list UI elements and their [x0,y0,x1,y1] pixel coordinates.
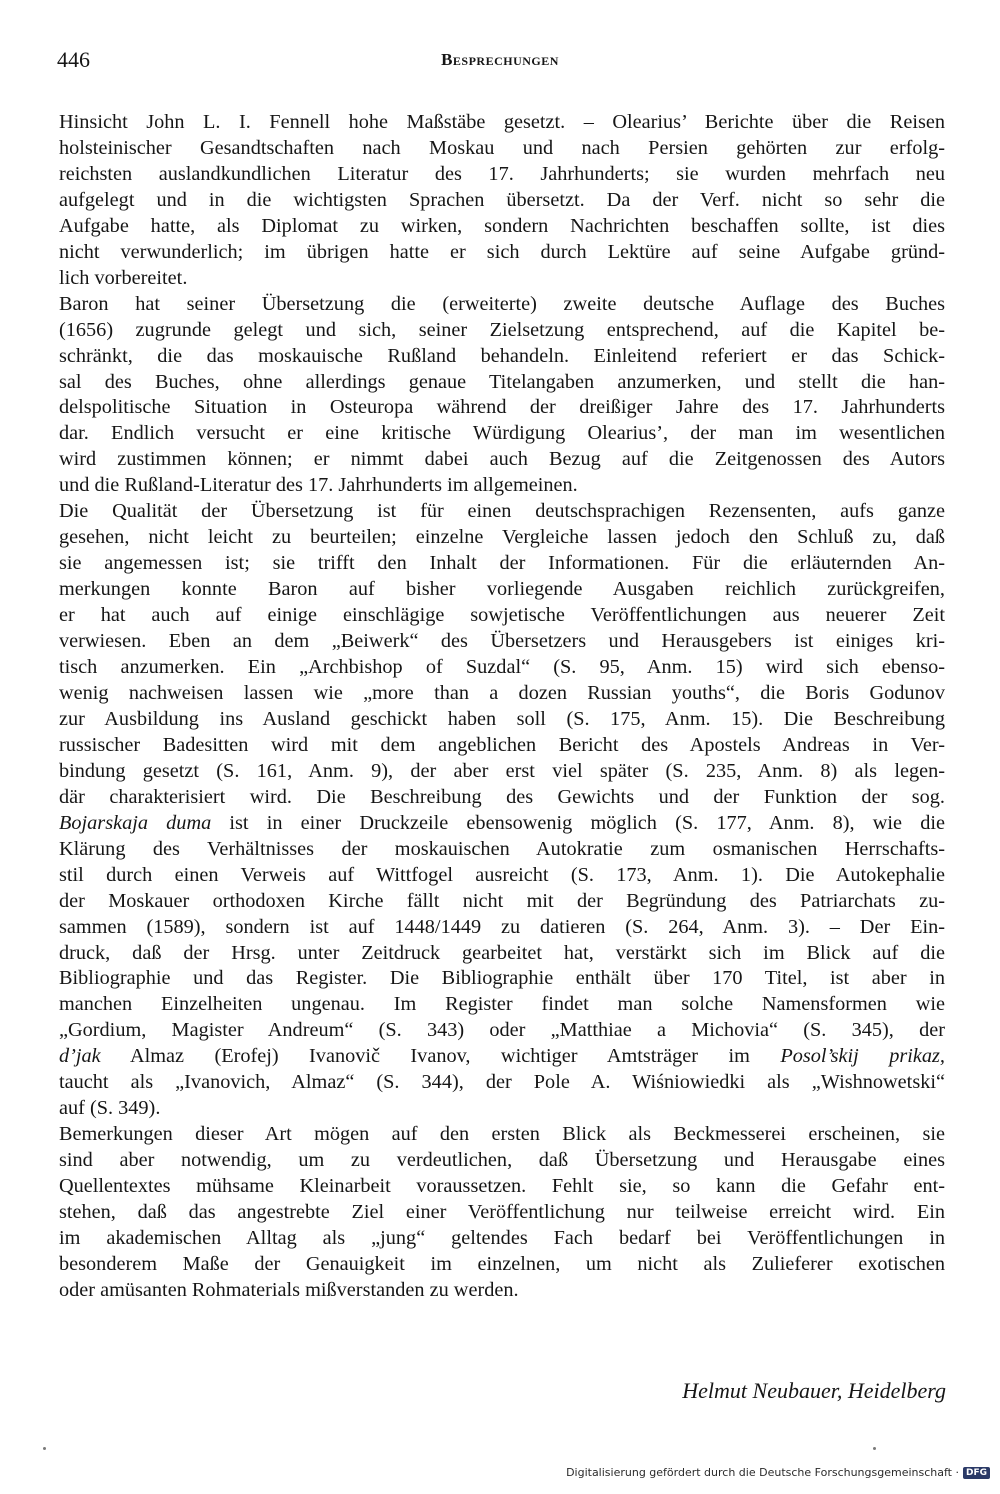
text-line [59,1044,945,1070]
text-line: delspolitische Situation in Osteuropa während der dreißiger Jahre des 17. Jahrhunderts [59,396,945,419]
text-line: (1656) zugrunde gelegt und sich, seiner Zielsetzung entsprechend, auf die Kapitel be- [59,318,945,341]
text-line: russischer Badesitten wird mit dem angeblichen Bericht des Apostels Andreas in Ver- [59,733,945,756]
text-line: aufgelegt und in die wichtigsten Sprachen übersetzt. Da der Verf. nicht so sehr die [59,188,945,211]
text-line: er hat auch auf einige einschlägige sowjetische Veröffentlichungen aus neuerer Zeit [59,604,945,627]
page-number: 446 [57,47,90,72]
text-line: Bibliographie und das Register. Die Bibliographie enthält über 170 Titel, ist aber in [59,967,945,990]
text-line: Aufgabe hatte, als Diplomat zu wirken, sondern Nachrichten beschaffen sollte, ist dies [59,214,945,237]
text-line [59,811,945,837]
text-line: Hinsicht John L. I. Fennell hohe Maßstäbe gesetzt. – Olearius’ Berichte über die Reisen [59,111,945,133]
text-line: där charakterisiert wird. Die Beschreibung des Gewichts und der Funktion der sog. [59,785,945,808]
text-fragment: ist in einer Druckzeile ebensowenig möglich (S. 177, Anm. 8), wie die [211,811,945,834]
footer-text: Digitalisierung gefördert durch die Deutsche Forschungsgemeinschaft · [566,1466,959,1479]
text-line: manchen Einzelheiten ungenau. Im Register findet man solche Namensformen wie [59,993,945,1016]
italic-term: Bojarskaja duma [59,811,212,834]
text-line: sal des Buches, ohne allerdings genaue Titelangaben anzumerken, und stellt die han- [59,370,945,393]
text-line: merkungen konnte Baron auf bisher vorliegende Ausgaben reichlich zurückgreifen, [59,578,945,601]
text-line: Klärung des Verhältnisses der moskauischen Autokratie zum osmanischen Herrschafts- [59,837,945,860]
text-line: druck, daß der Hrsg. unter Zeitdruck gearbeitet hat, verstärkt sich im Blick auf die [59,941,945,964]
text-line: taucht als „Ivanovich, Almaz“ (S. 344), der Pole A. Wiśniowiedki als „Wishnowetski“ [59,1071,945,1094]
text-line: wird zustimmen können; er nimmt dabei auch Bezug auf die Zeitgenossen des Autors [59,448,945,471]
text-line: Baron hat seiner Übersetzung die (erweiterte) zweite deutsche Auflage des Buches [59,292,945,315]
text-line: besonderem Maße der Genauigkeit im einzelnen, um nicht als Zulieferer exotischen [59,1252,945,1275]
text-line: sammen (1589), sondern ist auf 1448/1449 zu datieren (S. 264, Anm. 3). – Der Ein- [59,915,945,938]
review-text [59,110,945,1304]
running-head: Besprechungen [441,50,559,69]
italic-term: d’jak [59,1045,101,1068]
text-line: sind aber notwendig, um zu verdeutlichen, daß Übersetzung und Herausgabe eines [59,1149,945,1172]
scan-speck [873,1447,876,1450]
text-line: Bemerkungen dieser Art mögen auf den ersten Blick als Beckmesserei erscheinen, sie [59,1123,945,1146]
text-line: Die Qualität der Übersetzung ist für einen deutschsprachigen Rezensenten, aufs ganze [59,500,945,523]
text-line: dar. Endlich versucht er eine kritische Würdigung Olearius’, der man im wesentlichen [59,422,945,445]
text-line: stehen, daß das angestrebte Ziel einer Veröffentlichung nur teilweise erreicht wird. Ein [59,1201,945,1224]
text-line: zur Ausbildung ins Ausland geschickt haben soll (S. 175, Anm. 15). Die Beschreibung [59,707,945,730]
review-signature: Helmut Neubauer, Heidelberg [682,1378,946,1403]
text-line: stil durch einen Verweis auf Wittfogel ausreicht (S. 173, Anm. 1). Die Autokephalie [59,863,945,886]
text-line: verwiesen. Eben an dem „Beiwerk“ des Übersetzers und Herausgebers ist einiges kri- [59,630,945,653]
italic-term: Posol’skij prikaz, [780,1045,946,1068]
digitization-footer [566,1466,990,1480]
text-line: und die Rußland-Literatur des 17. Jahrhunderts im allgemeinen. [59,474,578,497]
text-fragment: Almaz (Erofej) Ivanovič Ivanov, wichtiger Amtsträger im [100,1045,781,1068]
dfg-logo-icon: DFG [963,1467,990,1479]
text-line: nicht verwunderlich; im übrigen hatte er sich durch Lektüre auf seine Aufgabe gründ- [59,240,945,263]
text-line: reichsten auslandkundlichen Literatur des 17. Jahrhunderts; sie wurden mehrfach neu [59,162,945,185]
text-line: gesehen, nicht leicht zu beurteilen; einzelne Vergleiche lassen jedoch den Schluß zu, daß [59,526,945,549]
text-line: lich vorbereitet. [59,266,188,289]
text-line: sie angemessen ist; sie trifft den Inhalt der Informationen. Für die erläuternden An- [59,552,945,575]
text-line: wenig nachweisen lassen wie „more than a dozen Russian youths“, die Boris Godunov [59,681,945,704]
text-line: bindung gesetzt (S. 161, Anm. 9), der aber erst viel später (S. 235, Anm. 8) als legen- [59,759,945,782]
text-line: im akademischen Alltag als „jung“ geltendes Fach bedarf bei Veröffentlichungen in [59,1226,945,1249]
scan-speck [43,1447,46,1450]
text-line: der Moskauer orthodoxen Kirche fällt nicht mit der Begründung des Patriarchats zu- [59,889,945,912]
text-line: holsteinischer Gesandtschaften nach Moskau und nach Persien gehörten zur erfolg- [59,136,945,159]
text-line: Quellentextes mühsame Kleinarbeit voraussetzen. Fehlt sie, so kann die Gefahr ent- [59,1175,945,1198]
text-line: schränkt, die das moskauische Rußland behandeln. Einleitend referiert er das Schick- [59,344,945,367]
text-line: oder amüsanten Rohmaterials mißverstanden zu werden. [59,1278,519,1301]
text-line: „Gordium, Magister Andreum“ (S. 343) oder „Matthiae a Michovia“ (S. 345), der [59,1019,945,1042]
text-line: auf (S. 349). [59,1097,161,1120]
text-line: tisch anzumerken. Ein „Archbishop of Suzdal“ (S. 95, Anm. 15) wird sich ebenso- [59,656,945,679]
